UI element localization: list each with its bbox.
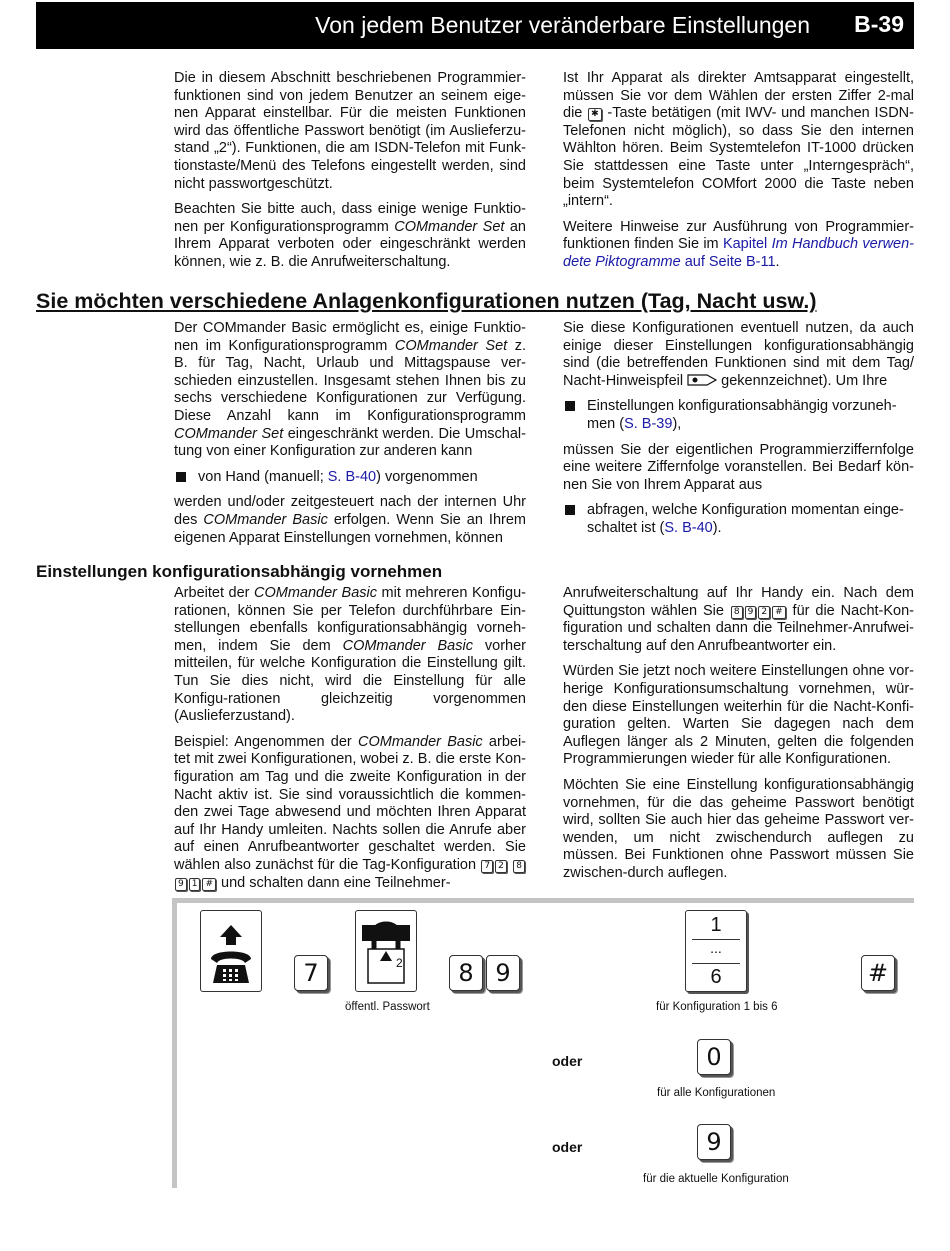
digit-key-icon: 8 [513,860,525,873]
key-0: 0 [697,1039,731,1075]
bullet-item [563,398,914,433]
product-name: COMmander Basic [342,637,473,654]
lift-handset-icon [200,910,262,992]
digit-key-icon: 8 [731,606,743,619]
text-run: ), [672,415,682,432]
text-run: Sie diese Konfigurationen eventuell nutzen, da auch einige dieser Einstellungen konfigurationsabhängig sind (die betreffenden Funktionen sind mit dem Tag/ Nacht-Hinweispfeil [563,320,914,389]
config-ellipsis: ... [710,940,722,956]
page-number: B-39 [854,11,904,37]
padlock-digit: 2 [396,956,403,970]
text-run: erfolgen. Wenn Sie an Ihrem eigenen Apparat Einstellungen vornehmen, können [174,511,526,546]
link-text: auf Seite B-11 [680,253,776,270]
section-heading-configurations: Sie möchten verschiedene Anlagenkonfigurationen nutzen (Tag, Nacht usw.) [36,289,817,313]
bullet-item [563,502,914,537]
text-run: an Ihrem Apparat verboten oder eingeschränkt werden können, wie z. B. die Anrufweiterschaltung. [174,218,526,270]
text-run: gekennzeichnet). Um Ihre [717,372,888,389]
text-run: Arbeitet der [174,585,254,601]
section1-left-paragraph-1 [174,320,526,461]
text-run: Der COMmander Basic ermöglicht es, einige Funktio-nen im Konfigurationsprogramm [174,320,526,354]
config-caption: für Konfiguration 1 bis 6 [656,1001,778,1013]
text-run: Beachten Sie bitte auch, dass einige wenige Funktio-nen per Konfigurationsprogramm [174,201,526,235]
product-name: COMmander Set [394,218,505,235]
star-key-icon: ✱ [588,108,602,121]
product-name: COMmander Basic [357,733,483,750]
text-run: werden und/oder zeitgesteuert nach der internen Uhr des [174,494,526,528]
or-label: oder [552,1139,583,1155]
section1-right-column [563,320,914,546]
intro-left-paragraph-2 [174,201,526,271]
section2-left-paragraph-1 [174,585,526,726]
page-link[interactable]: S. B-39 [624,415,673,432]
procedure-diagram [172,898,914,1188]
section2-right-paragraph-2: Würden Sie jetzt noch weitere Einstellungen ohne vor-herige Konfigurationsumschaltung vornehmen, wür-den diese Einstellungen weiterhin für die Nacht-Konfi-guration gelten. Warten Sie dagegen nach dem Auflegen länger als 2 Minuten, gelten die folgenden Programmierungen wieder für alle Konfigurationen. [563,663,914,768]
bullet-text [198,469,526,487]
digit-key-icon: 9 [745,606,757,619]
product-name: COMmander Basic [203,511,328,528]
section2-left-column [174,585,526,900]
config-last: 6 [710,966,722,988]
page-title: Von jedem Benutzer veränderbare Einstellungen [315,12,810,38]
divider [692,963,740,964]
password-caption: öffentl. Passwort [345,1001,430,1013]
section1-left-paragraph-2 [174,494,526,547]
key-7: 7 [294,955,328,991]
hash-key-icon: # [202,878,216,891]
key-8: 8 [449,955,483,991]
text-run: für die Nacht-Kon-figuration und schalten dann die Teilnehmer-Anrufwei-terschaltung auf den Anrufbeantworter ein. [563,602,914,654]
text-run: . [775,253,780,270]
password-padlock-icon [355,910,417,992]
section1-right-paragraph-2: müssen Sie der eigentlichen Programmierziffernfolge eine weitere Ziffernfolge voranstellen. Bei Bedarf kön-nen Sie von Ihrem Apparat aus [563,441,914,493]
intro-left-column [174,70,526,280]
text-run: mit mehreren Konfigu-rationen, können Sie per Telefon durchführbare Ein-stellungen ebenfalls konfigurationsabhängig vorneh-men, indem Sie dem [174,585,526,654]
bullet-square-icon [565,505,575,515]
current-config-caption: für die aktuelle Konfiguration [643,1173,789,1185]
digit-key-icon: 9 [175,878,187,891]
page-header [36,2,914,49]
section1-right-paragraph-1 [563,320,914,390]
text-run: Einstellungen konfigurationsabhängig vorzuneh-men ( [587,398,897,432]
or-label: oder [552,1053,583,1069]
all-configs-caption: für alle Konfigurationen [657,1087,776,1099]
hash-key-icon: # [772,606,786,619]
intro-right-column [563,70,914,280]
text-run: ). [712,519,722,536]
handset-icon [201,911,261,991]
section2-right-column [563,585,914,891]
product-name: COMmander Set [394,337,508,354]
config-first: 1 [710,914,722,936]
text-run: Weitere Hinweise zur Ausführung von Programmier-funktionen finden Sie im [563,218,914,253]
link-text: Kapitel [722,236,772,253]
intro-left-paragraph-1: Die in diesem Abschnitt beschriebenen Programmier-funktionen sind von jedem Benutzer an seinem eige-nen Apparat einstellbar. Für die meisten Funktionen wird das öffentliche Passwort benötigt (im Auslieferzu-stand „2“). Funktionen, die am ISDN-Telefon mit Funk-tionstaste/Menü des Telefons eingestellt werden, sind nicht passwortgeschützt. [174,70,526,192]
intro-right-paragraph-1 [563,70,914,211]
text-run: Anrufweiterschaltung auf Ihr Handy ein. Nach dem Quittungston wählen Sie [563,585,914,619]
text-run: von Hand (manuell; [198,468,328,485]
text-run: Beispiel: Angenommen der [174,733,358,750]
key-9: 9 [486,955,520,991]
text-run: arbei-tet mit zwei Konfigurationen, wobei z. B. die erste Kon-figuration am Tag und die zweite Konfiguration in der Nacht aktiv ist. Sie sind voraussichtlich die kommen-den zwei Tage abwesend und möchten Ihren Apparat auf Ihr Handy umleiten. Nachts sollen die Anrufe aber auf einen Anrufbeantworter geschaltet werden. Sie wählen also zunächst für die Tag-Konfiguration [174,733,527,873]
text-run: abfragen, welche Konfiguration momentan einge-schaltet ist ( [587,502,904,536]
section2-left-paragraph-2 [174,734,526,892]
product-name: COMmander Basic [254,585,377,601]
day-night-arrow-icon [687,374,717,386]
section2-right-paragraph-3: Möchten Sie eine Einstellung konfigurationsabhängig vornehmen, für die das geheime Passwort benötigt wird, sollten Sie auch hier das geheime Passwort ver-wenden, um nicht zwischendurch auflegen zu müssen. Bei Funktionen ohne Passwort müssen Sie zwischen-durch auflegen. [563,776,914,881]
section-heading-config-settings: Einstellungen konfigurationsabhängig vornehmen [36,562,443,581]
padlock-icon [356,911,416,991]
key-9-current: 9 [697,1124,731,1160]
text-run: z. B. für Tag, Nacht, Urlaub und Mittagspause ver-schieden einzustellen. Insgesamt stehen Ihnen bis zu sechs verschiedene Konfigurationen zur Verfügung. Diese Anzahl kann im Konfigurationsprogramm [174,337,526,424]
bullet-text [587,398,914,433]
text-run: -Taste betätigen (mit IWV- und manchen ISDN-Telefonen nicht möglich), so dass Sie den internen Wählton hören. Beim Systemtelefon IT-1000 drücken Sie stattdessen eine Taste unter „Interngespräch“, beim Systemtelefon COMfort 2000 die Taste neben „intern“. [563,105,914,210]
text-run: ) vorgenommen [376,468,478,485]
text-run: und schalten dann eine Teilnehmer- [217,874,451,891]
intro-right-paragraph-2 [563,219,914,272]
product-name: COMmander Set [174,425,284,442]
bullet-square-icon [565,401,575,411]
page-link[interactable]: S. B-40 [327,468,377,485]
text-run: Ist Ihr Apparat als direkter Amtsapparat eingestellt, müssen Sie vor dem Wählen der ersten Ziffer 2-mal die [563,70,914,122]
digit-key-icon: 2 [495,860,507,873]
config-selector-key [685,910,747,992]
page-link[interactable]: S. B-40 [664,519,713,536]
text-run: vorher mitteilen, für welche Konfiguration die Einstellung gilt. Tun Sie dies nicht, wird die Einstellung für alle Konfigu-rationen gleichzeitig vorgenommen (Auslieferzustand). [174,637,526,725]
section1-left-column [174,320,526,555]
bullet-text [587,502,914,537]
section2-right-paragraph-1 [563,585,914,655]
text-run: eingeschränkt werden. Die Umschal-tung von einer Konfiguration zur anderen kann [174,425,526,460]
link-text: Im Handbuch verwen-dete Piktogramme [563,236,915,270]
bullet-item [174,469,526,487]
key-hash: # [861,955,895,991]
digit-key-icon: 2 [758,606,770,619]
digit-key-icon: 1 [189,878,201,891]
bullet-square-icon [176,472,186,482]
digit-key-icon: 7 [481,860,493,873]
